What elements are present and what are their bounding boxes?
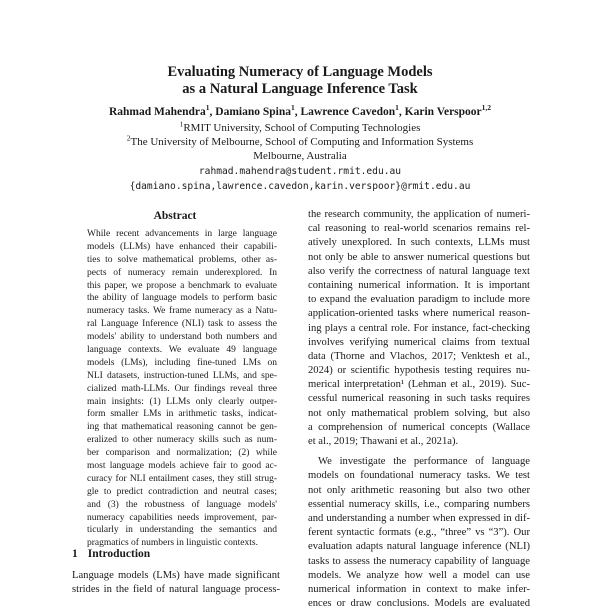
text-line: not only mathematical problem solving, but also (308, 407, 530, 419)
right-column-body (308, 208, 530, 611)
text-line: ing plays a central role. For instance, fact-checking (308, 322, 530, 334)
text-line: pects of numeracy remain underexplored. In (87, 267, 277, 278)
text-line: cialized math-LLMs. Our findings reveal three (87, 383, 277, 394)
author-list (0, 105, 600, 119)
affiliation-1-sup: 1 (179, 119, 184, 129)
affiliation-1: $^1$RMIT University, School of Computing Technologies (179, 119, 421, 134)
author-name: Damiano Spina (215, 106, 291, 118)
text-line: and (3) the robustness of language models' (87, 499, 277, 510)
author-separator: , (398, 106, 405, 118)
text-line: not only be able to answer numerical questions but (308, 251, 530, 263)
text-line: the research community, the application of numeri- (308, 209, 530, 220)
text-line: not only arithmetic reasoning but also two other (308, 484, 530, 496)
text-line: strides in the field of natural language process- (72, 584, 280, 596)
text-line: containing numerical information. It is important (308, 279, 530, 291)
text-line: Language models (LMs) have made significant (72, 570, 280, 581)
abstract-body (87, 228, 277, 550)
author-affil-sup: 1 (395, 103, 399, 113)
text-line: ties to solve mathematical problems, other as- (87, 254, 277, 265)
text-line: ing that mathematical reasoning cannot be gen- (87, 422, 277, 433)
text-line: models on foundational numeracy tasks. We test (308, 470, 530, 482)
text-line: ticularly in understanding the semantics and (87, 525, 277, 536)
text-line: ences or draw conclusions. Models are evaluated (308, 598, 530, 610)
affiliation-2: $^2$The University of Melbourne, School of Computing and Information Systems (126, 133, 474, 148)
section-heading-introduction (72, 548, 150, 560)
author-name: Rahmad Mahendra (108, 106, 206, 118)
text-line: eralized to other numeracy skills such as num- (87, 435, 277, 446)
author-affil-sup: 1,2 (481, 103, 492, 113)
text-line: models' ability to understand both numbers and (87, 332, 277, 343)
text-line: numeracy capabilities needs improvement, par- (87, 512, 277, 523)
text-line: NLI datasets, instruction-tuned LLMs, and spe- (87, 370, 277, 381)
text-line: cessful numerical reasoning in such tasks requires (308, 393, 530, 405)
text-line: tasks to assess the numeracy capability of language (308, 555, 530, 567)
introduction-body (72, 569, 280, 597)
title-line-1: Evaluating Numeracy of Language Models (167, 64, 433, 80)
author-emails (0, 164, 600, 194)
text-line: numeracy tasks. We frame numeracy as a Natu- (87, 306, 277, 317)
text-line: also verify the correctness of natural language text (308, 265, 530, 277)
text-line: cal reasoning to real-world scenarios remains rel- (308, 223, 530, 235)
section-number: 1 (72, 548, 78, 560)
text-line: 2024) or scientific hypothesis testing requires nu- (308, 365, 530, 377)
author-affil-sup: 1 (205, 103, 210, 113)
text-line: numerical information in context to make infer- (308, 583, 530, 595)
section-title: Introduction (87, 548, 151, 560)
text-line: data (Thorne and Vlachos, 2017; Venktesh et al., (308, 350, 530, 362)
author-name: Karin Verspoor (404, 106, 482, 118)
text-line: form smaller LMs in arithmetic tasks, indicat- (87, 409, 277, 420)
author-separator: , (209, 106, 216, 118)
author-name: Lawrence Cavedon (300, 106, 396, 118)
affiliation-2-sup: 2 (126, 133, 131, 143)
text-line: atively unexplored. In such contexts, LLMs must (308, 237, 530, 249)
abstract-heading: Abstract (153, 210, 197, 222)
text-line: merical interpretation¹ (Lehman et al., 2019). Suc- (308, 379, 530, 391)
text-line: models. We analyze how well a model can use (308, 569, 530, 581)
text-line: and understanding a number when expressed in dif- (308, 512, 530, 524)
author-separator: , (294, 106, 301, 118)
email-line-2: {damiano.spina,lawrence.cavedon,karin.verspoor}@rmit.edu.au (129, 181, 471, 192)
text-line: a comprehension of numerical concepts (Wallace (308, 421, 530, 433)
text-line: We investigate the performance of language (318, 456, 530, 468)
text-line: models (LMs), including fine-tuned LMs on (87, 357, 277, 368)
text-line: gle to predict contradiction and neutral cases; (87, 486, 277, 497)
author-affil-sup: 1 (291, 103, 295, 113)
email-line-1: rahmad.mahendra@student.rmit.edu.au (198, 166, 402, 177)
text-line: pragmatics of numbers in linguistic contexts. (87, 538, 258, 549)
text-line: ferent syntactic formats (e.g., “three” vs “3”). Our (308, 527, 530, 539)
text-line: models (LLMs) have enhanced their capabili- (87, 241, 277, 252)
text-line: most language models achieve fair to good ac- (87, 461, 277, 472)
text-line: ber comparison and normalization; (2) while (87, 448, 277, 459)
text-line: involves verifying numerical claims from textual (308, 336, 530, 348)
affiliation-2-city: Melbourne, Australia (253, 150, 347, 162)
text-line: evaluation adapts natural language inference (NLI) (308, 541, 530, 553)
text-line: curacy for NLI entailment cases, they still strug- (87, 473, 277, 484)
text-line: this paper, we propose a benchmark to evaluate (87, 280, 277, 291)
text-line: While recent advancements in large language (87, 229, 277, 239)
text-line: main insights: (1) LLMs only clearly outper- (87, 396, 277, 407)
text-line: the ability of language models to perform basic (87, 293, 277, 304)
text-line: to expand the evaluation paradigm to include more (308, 294, 530, 306)
title-line-2: as a Natural Language Inference Task (182, 81, 418, 97)
paper-title (0, 64, 600, 98)
text-line: et al., 2019; Thawani et al., 2021a). (308, 436, 459, 447)
text-line: application-oriented tasks where numerical reason- (308, 308, 530, 320)
text-line: language contexts. We evaluate 49 language (87, 345, 277, 356)
affiliations (0, 121, 600, 163)
text-line: essential numeracy skills, i.e., comparing numbers (308, 498, 530, 510)
text-line: ral Language Inference (NLI) task to assess the (87, 319, 277, 330)
